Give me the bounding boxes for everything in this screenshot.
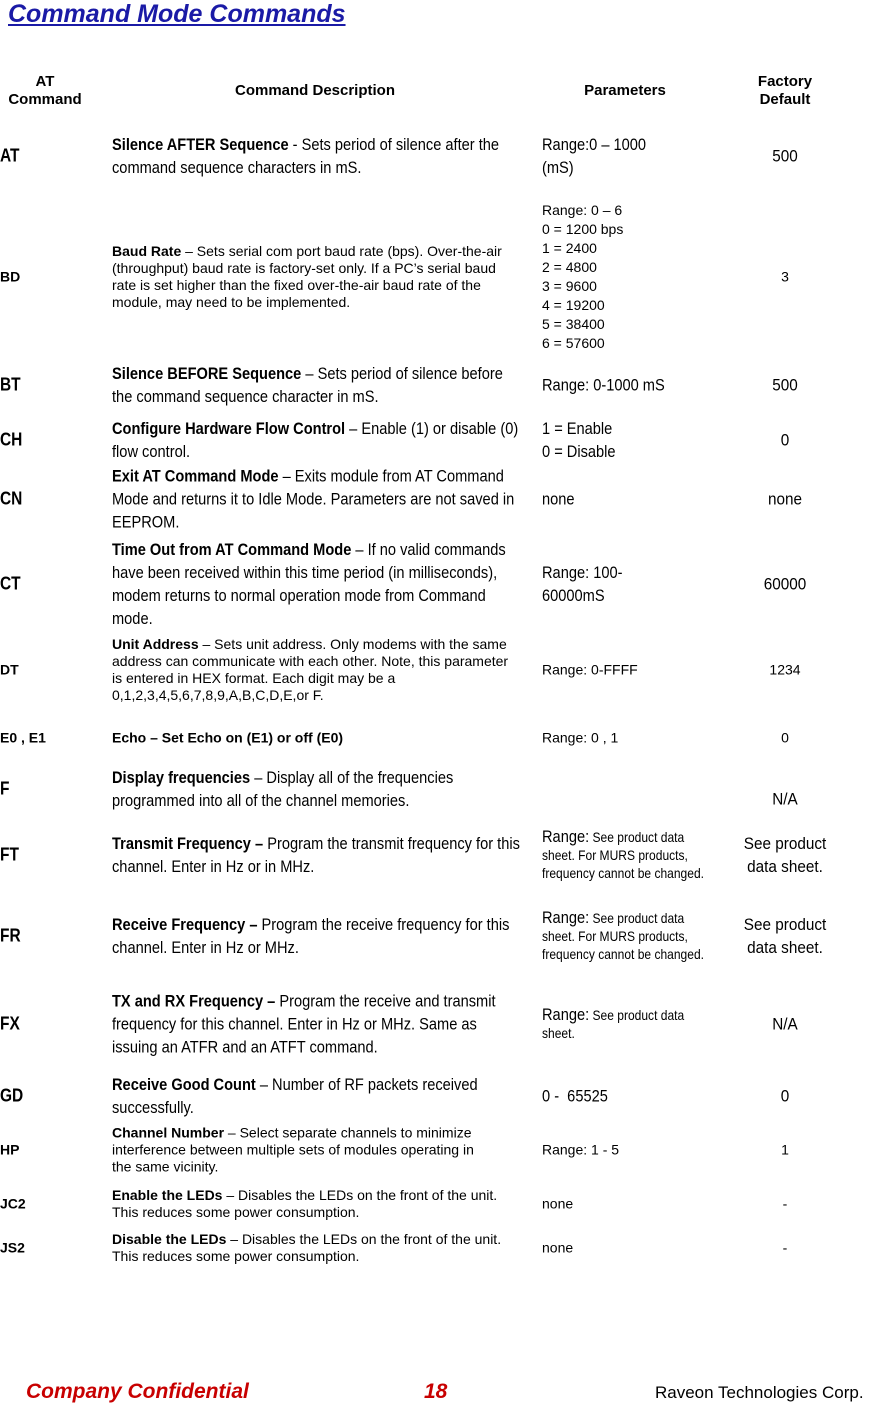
- command-code: HP: [0, 1141, 20, 1158]
- parameters-prefix: Range:: [542, 1004, 590, 1024]
- command-name: Transmit Frequency –: [112, 834, 264, 853]
- command-code: AT: [0, 145, 20, 165]
- factory-default: -: [782, 1195, 788, 1212]
- table-row: [0, 128, 887, 183]
- command-name: TX and RX Frequency –: [112, 991, 276, 1010]
- command-name: Baud Rate: [112, 243, 182, 259]
- header-parameters: Parameters: [584, 82, 666, 99]
- footer-company: Raveon Technologies Corp.: [655, 1383, 864, 1402]
- command-detail: – Disables the LEDs on the front of the unit. This reduces some power consumption.: [112, 1187, 498, 1220]
- command-parameters: 0 - 65525: [542, 1086, 608, 1106]
- command-name: Time Out from AT Command Mode: [112, 539, 352, 559]
- command-detail: – Disables the LEDs on the front of the unit. This reduces some power consumption.: [112, 1231, 502, 1264]
- command-name: Channel Number: [112, 1124, 225, 1141]
- factory-default: 1: [781, 1141, 789, 1158]
- command-code: FR: [0, 925, 21, 946]
- page-title: Command Mode Commands: [8, 0, 346, 28]
- table-row: [0, 976, 887, 1071]
- command-name: Unit Address: [112, 636, 199, 652]
- command-description: [112, 465, 521, 534]
- factory-default: 60000: [763, 574, 807, 593]
- table-row: [0, 1122, 887, 1178]
- command-description: [112, 538, 521, 630]
- command-parameters: Range: 0 , 1: [542, 729, 619, 746]
- table-row: [0, 725, 887, 751]
- command-description: [112, 362, 521, 408]
- command-parameters: Range: 100-60000mS: [542, 562, 623, 605]
- command-description: [112, 1187, 512, 1221]
- command-name: Enable the LEDs: [112, 1187, 223, 1203]
- command-detail: – Select separate channels to minimize interference between multiple sets of modules operating in the same vicinity.: [112, 1124, 474, 1175]
- table-row: [0, 463, 887, 535]
- command-code: F: [0, 778, 10, 799]
- command-code: BT: [0, 374, 21, 395]
- table-row: [0, 1185, 887, 1223]
- table-row: [0, 815, 887, 895]
- table-row: [0, 415, 887, 465]
- command-code: CH: [0, 429, 23, 450]
- command-name: Silence BEFORE Sequence: [112, 364, 302, 383]
- command-parameters: [542, 909, 714, 963]
- command-name: Echo – Set Echo on (E1) or off (E0): [112, 729, 344, 746]
- table-row: [0, 896, 887, 976]
- command-code: JS2: [0, 1239, 25, 1256]
- command-parameters: 1 = Enable 0 = Disable: [542, 419, 616, 461]
- command-code: BD: [0, 268, 21, 285]
- command-description: [112, 913, 521, 959]
- command-code: FX: [0, 1013, 20, 1033]
- factory-default: 500: [772, 146, 798, 165]
- command-parameters: Range: 0-FFFF: [542, 661, 638, 678]
- command-name: Receive Good Count: [112, 1075, 256, 1094]
- command-code: CN: [0, 488, 23, 509]
- command-parameters: [542, 828, 714, 882]
- command-parameters: [542, 1006, 714, 1042]
- command-code: CT: [0, 573, 21, 593]
- command-description: [112, 133, 521, 179]
- parameters-prefix: Range:: [542, 827, 590, 846]
- header-default: Factory Default: [757, 73, 813, 108]
- command-code: GD: [0, 1085, 24, 1106]
- factory-default: N/A: [772, 789, 798, 809]
- command-parameters: Range:0 – 1000 (mS): [542, 134, 647, 177]
- factory-default: See product data sheet.: [743, 915, 827, 957]
- command-description: [112, 832, 521, 878]
- command-name: Receive Frequency –: [112, 915, 258, 934]
- command-parameters: Range: 0 – 6 0 = 1200 bps 1 = 2400 2 = 4800 3 = 9600 4 = 19200 5 = 38400 6 = 57600: [542, 202, 624, 351]
- command-description: [112, 1073, 521, 1119]
- parameters-prefix: Range:: [542, 908, 590, 927]
- command-detail: – Sets unit address. Only modems with the same address can communicate with each other. Note, this parameter is entered in HEX format. Each digit may be a 0,1,2,3,4,5,6,7,8,9,A,B,C,D,E,or F.: [112, 636, 509, 703]
- footer-confidential: Company Confidential: [26, 1380, 249, 1403]
- factory-default: 0: [781, 729, 789, 746]
- command-code: JC2: [0, 1195, 26, 1212]
- command-code: FT: [0, 844, 19, 865]
- command-description: [112, 417, 521, 463]
- command-description: [112, 1231, 512, 1265]
- header-description: Command Description: [234, 82, 396, 99]
- command-name: Silence AFTER Sequence: [112, 134, 289, 154]
- factory-default: N/A: [772, 1014, 798, 1033]
- command-detail: Program the transmit frequency for this channel. Enter in Hz or in MHz.: [112, 834, 520, 876]
- command-detail: – Number of RF packets received successfully.: [112, 1075, 478, 1117]
- table-row: [0, 1229, 887, 1267]
- command-code: DT: [0, 661, 19, 678]
- command-detail: – Sets serial com port baud rate (bps). Over-the-air (throughput) baud rate is factory-set only. If a PC’s serial baud rate is set higher than the fixed over-the-air baud rate of the module, may need to be implemented.: [112, 243, 502, 310]
- footer-page-number: 18: [424, 1380, 448, 1403]
- table-row: [0, 360, 887, 410]
- command-description: [112, 766, 521, 812]
- factory-default: 0: [780, 1086, 790, 1106]
- command-code: E0 , E1: [0, 729, 46, 746]
- command-parameters: none: [542, 489, 575, 509]
- header-command: AT Command: [8, 73, 82, 108]
- factory-default: 3: [781, 268, 789, 285]
- command-parameters: Range: 0-1000 mS: [542, 375, 665, 395]
- command-description: [112, 243, 522, 311]
- command-detail: – Exits module from AT Command Mode and returns it to Idle Mode. Parameters are not saved in EEPROM.: [112, 466, 515, 532]
- command-parameters: none: [542, 1195, 574, 1212]
- command-description: [112, 636, 522, 704]
- command-detail: – If no valid commands have been received within this time period (in milliseconds), modem returns to normal operation mode from Command mode.: [112, 539, 506, 628]
- command-name: Configure Hardware Flow Control: [112, 419, 346, 438]
- command-name: Display frequencies: [112, 768, 251, 787]
- table-row: [0, 198, 887, 356]
- parameters-detail: See product data sheet. For MURS products, frequency cannot be changed.: [542, 829, 705, 881]
- command-parameters: Range: 1 - 5: [542, 1141, 620, 1158]
- command-parameters: none: [542, 1239, 574, 1256]
- command-name: Exit AT Command Mode: [112, 466, 279, 486]
- factory-default: 500: [772, 375, 798, 395]
- command-detail: Program the receive and transmit frequency for this channel. Enter in Hz or MHz. Same as issuing an ATFR and an ATFT command.: [112, 991, 496, 1056]
- table-row: [0, 536, 887, 631]
- table-row: [0, 1071, 887, 1121]
- command-detail: - Sets period of silence after the command sequence characters in mS.: [112, 134, 500, 177]
- parameters-detail: See product data sheet.: [542, 1006, 685, 1041]
- factory-default: 1234: [769, 661, 801, 678]
- factory-default: See product data sheet.: [743, 834, 827, 876]
- table-row: [0, 632, 887, 708]
- command-description: [112, 989, 496, 1058]
- factory-default: 0: [780, 430, 790, 450]
- command-description: [112, 730, 522, 747]
- command-description: [112, 1125, 492, 1176]
- factory-default: none: [767, 489, 803, 509]
- command-detail: Program the receive frequency for this channel. Enter in Hz or MHz.: [112, 915, 510, 957]
- parameters-detail: See product data sheet. For MURS products, frequency cannot be changed.: [542, 910, 705, 962]
- factory-default: -: [782, 1239, 788, 1256]
- command-detail: – Display all of the frequencies programmed into all of the channel memories.: [112, 768, 454, 810]
- command-detail: – Sets period of silence before the command sequence character in mS.: [112, 364, 503, 406]
- command-detail: – Enable (1) or disable (0) flow control.: [112, 419, 519, 461]
- command-name: Disable the LEDs: [112, 1231, 227, 1247]
- table-row: [0, 764, 887, 814]
